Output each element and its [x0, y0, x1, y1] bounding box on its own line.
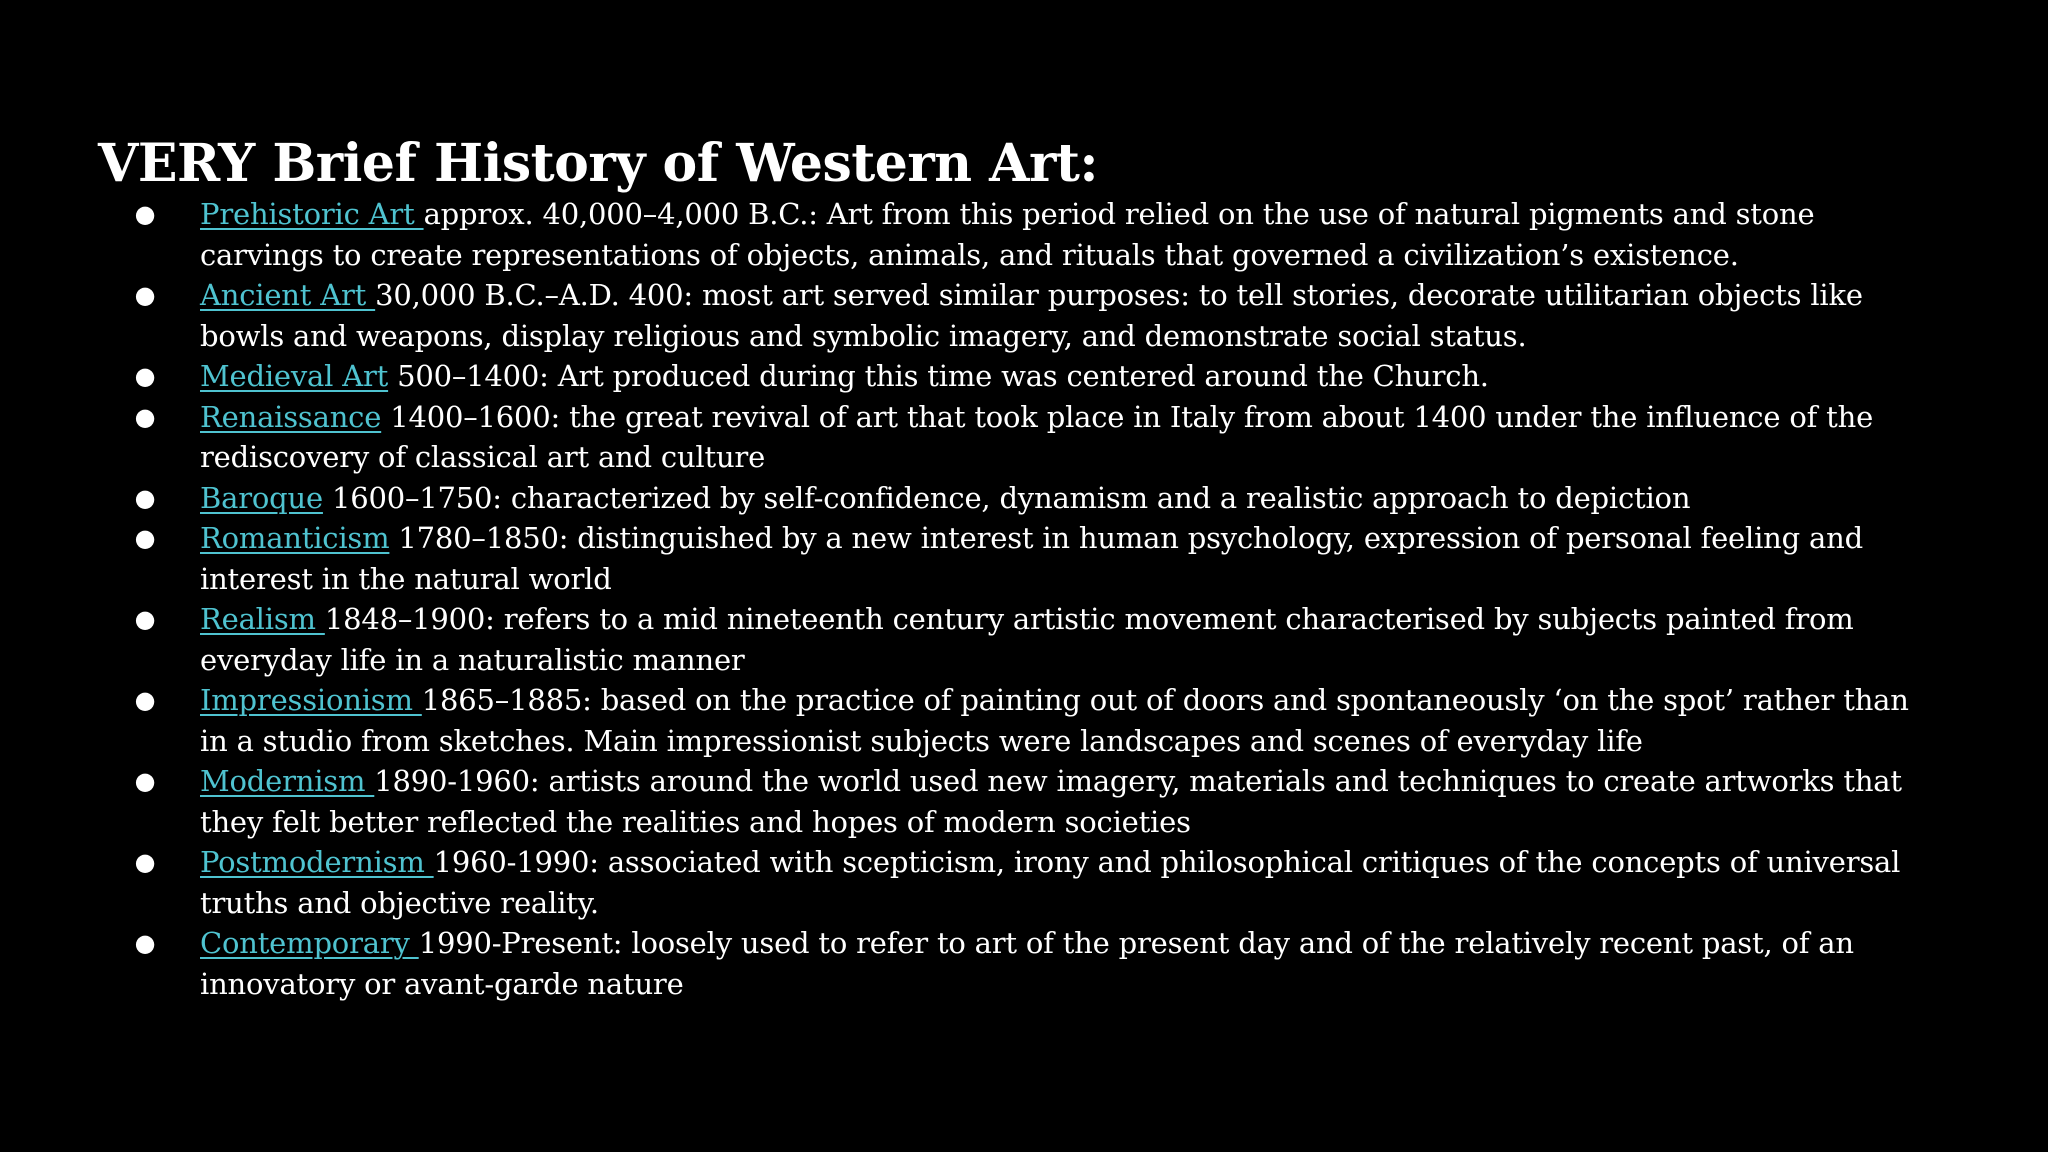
list-item-romanticism	[134, 518, 1940, 599]
item-description: 1960-1990: associated with scepticism, irony and philosophical critiques of the concepts of universal truths and objective reality.	[200, 845, 1901, 920]
item-description: approx. 40,000–4,000 B.C.: Art from this period relied on the use of natural pigments and stone carvings to create representations of objects, animals, and rituals that governed a civilization’s existence.	[200, 197, 1815, 272]
link-modernism[interactable]: Modernism	[200, 764, 375, 798]
list-item-impressionism	[134, 680, 1940, 761]
list-item-realism	[134, 599, 1940, 680]
item-description: 1865–1885: based on the practice of painting out of doors and spontaneously ‘on the spot’ rather than in a studio from sketches. Main impressionist subjects were landscapes and scenes of everyday life	[200, 683, 1909, 758]
item-description: 30,000 B.C.–A.D. 400: most art served similar purposes: to tell stories, decorate utilitarian objects like bowls and weapons, display religious and symbolic imagery, and demonstrate social status.	[200, 278, 1863, 353]
bullet-icon: ●	[134, 362, 156, 390]
link-baroque[interactable]: Baroque	[200, 480, 323, 515]
link-realism[interactable]: Realism	[200, 602, 325, 636]
bullet-icon: ●	[134, 200, 156, 228]
link-prehistoric-art[interactable]: Prehistoric Art	[200, 197, 424, 231]
bullet-icon: ●	[134, 929, 156, 957]
list-item-ancient-art	[134, 275, 1940, 356]
art-periods-list	[134, 194, 1940, 1004]
bullet-icon: ●	[134, 524, 156, 552]
link-impressionism[interactable]: Impressionism	[200, 683, 422, 717]
bullet-icon: ●	[134, 848, 156, 876]
bullet-icon: ●	[134, 767, 156, 795]
item-description: 1600–1750: characterized by self-confidence, dynamism and a realistic approach to depiction	[322, 480, 1691, 515]
list-item-postmodernism	[134, 842, 1940, 923]
link-medieval-art[interactable]: Medieval Art	[200, 359, 389, 393]
bullet-icon: ●	[134, 402, 156, 431]
item-description: 1890-1960: artists around the world used new imagery, materials and techniques to create artworks that they felt better reflected the realities and hopes of modern societies	[200, 764, 1902, 839]
link-postmodernism[interactable]: Postmodernism	[200, 845, 434, 879]
bullet-icon: ●	[134, 686, 156, 714]
item-description: 1990-Present: loosely used to refer to art of the present day and of the relatively recent past, of an innovatory or avant-garde nature	[200, 926, 1854, 1001]
slide-title: VERY Brief History of Western Art:	[98, 133, 1099, 194]
link-ancient-art[interactable]: Ancient Art	[200, 278, 376, 312]
list-item-medieval-art	[134, 356, 1940, 397]
list-item-baroque	[134, 478, 1940, 519]
item-description: 500–1400: Art produced during this time was centered around the Church.	[388, 359, 1489, 393]
list-item-renaissance	[134, 397, 1940, 478]
bullet-icon: ●	[134, 605, 156, 633]
item-description: 1780–1850: distinguished by a new interest in human psychology, expression of personal feeling and interest in the natural world	[200, 521, 1863, 596]
link-renaissance[interactable]: Renaissance	[200, 399, 382, 434]
bullet-icon: ●	[134, 281, 156, 309]
item-description: 1848–1900: refers to a mid nineteenth century artistic movement characterised by subjects painted from everyday life in a naturalistic manner	[200, 602, 1854, 677]
list-item-prehistoric-art	[134, 194, 1940, 275]
bullet-icon: ●	[134, 483, 156, 512]
link-romanticism[interactable]: Romanticism	[200, 521, 390, 555]
list-item-modernism	[134, 761, 1940, 842]
link-contemporary[interactable]: Contemporary	[200, 926, 419, 960]
item-description: 1400–1600: the great revival of art that took place in Italy from about 1400 under the influence of the rediscovery of classical art and culture	[200, 399, 1874, 474]
list-item-contemporary	[134, 923, 1940, 1004]
